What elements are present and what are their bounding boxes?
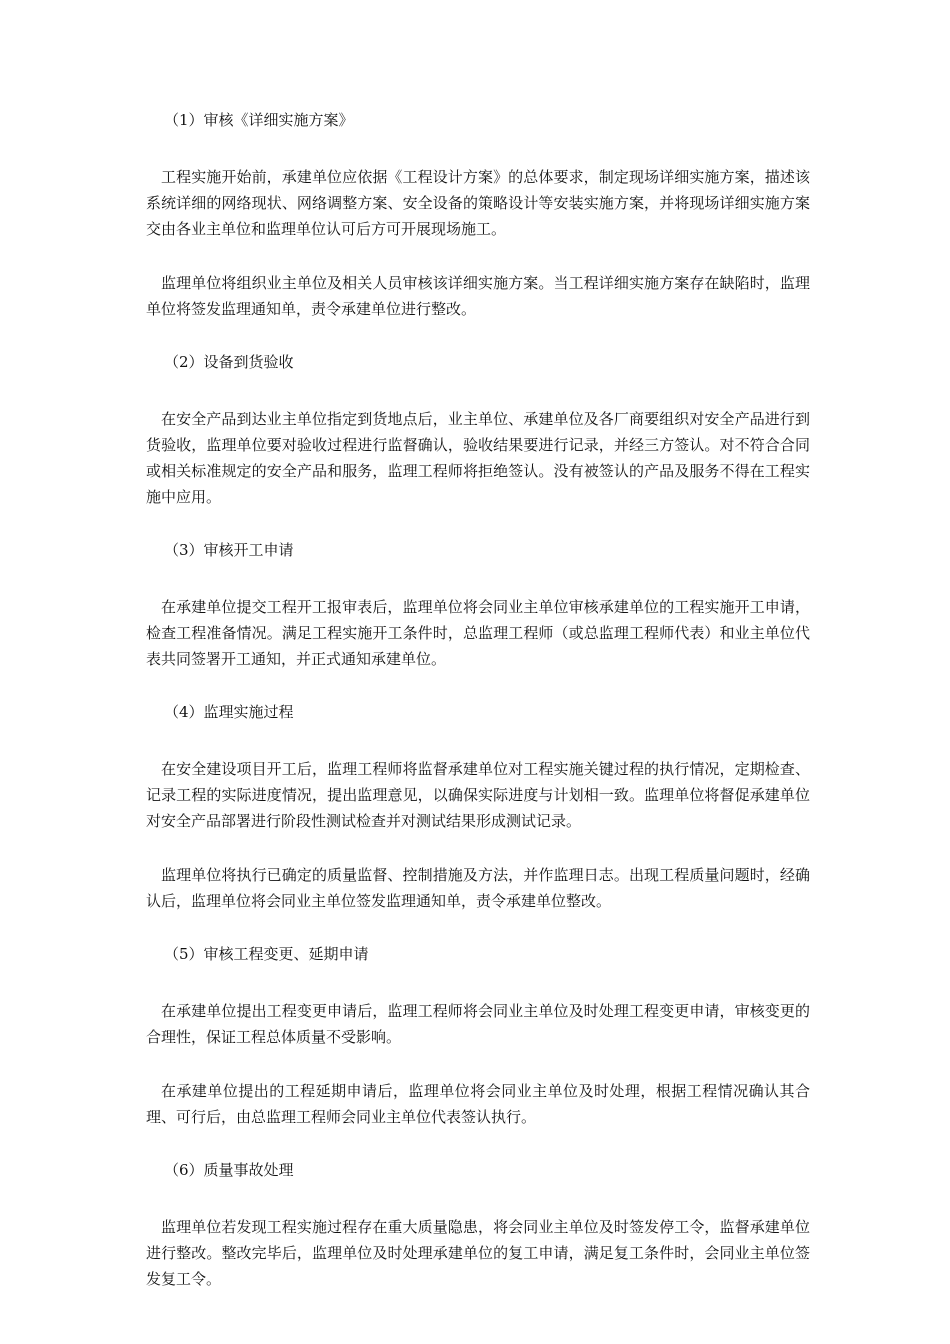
paragraph-2-1: 在安全产品到达业主单位指定到货地点后，业主单位、承建单位及各厂商要组织对安全产品进行到货验收，监理单位要对验收过程进行监督确认，验收结果要进行记录，并经三方签认。对不符合合同或相关标准规定的安全产品和服务，监理工程师将拒绝签认。没有被签认的产品及服务不得在工程实施中应用。 [146, 410, 810, 506]
paragraph-1-2: 监理单位将组织业主单位及相关人员审核该详细实施方案。当工程详细实施方案存在缺陷时，监理单位将签发监理通知单，责令承建单位进行整改。 [146, 274, 810, 318]
paragraph-6-1: 监理单位若发现工程实施过程存在重大质量隐患，将会同业主单位及时签发停工令，监督承建单位进行整改。整改完毕后，监理单位及时处理承建单位的复工申请，满足复工条件时，会同业主单位签发复工令。 [146, 1218, 810, 1288]
section-heading-3: （3）审核开工申请 [164, 541, 294, 559]
section-heading-5: （5）审核工程变更、延期申请 [164, 945, 369, 963]
section-heading-2: （2）设备到货验收 [164, 353, 294, 371]
document-body [146, 108, 810, 1292]
paragraph-1-1: 工程实施开始前，承建单位应依据《工程设计方案》的总体要求，制定现场详细实施方案，描述该系统详细的网络现状、网络调整方案、安全设备的策略设计等安装实施方案，并将现场详细实施方案交由各业主单位和监理单位认可后方可开展现场施工。 [146, 168, 810, 238]
section-heading-1: （1）审核《详细实施方案》 [164, 111, 354, 129]
paragraph-4-2: 监理单位将执行已确定的质量监督、控制措施及方法，并作监理日志。出现工程质量问题时，经确认后，监理单位将会同业主单位签发监理通知单，责令承建单位整改。 [146, 866, 810, 910]
paragraph-3-1: 在承建单位提交工程开工报审表后，监理单位将会同业主单位审核承建单位的工程实施开工申请，检查工程准备情况。满足工程实施开工条件时，总监理工程师（或总监理工程师代表）和业主单位代表共同签署开工通知，并正式通知承建单位。 [146, 598, 810, 668]
section-heading-4: （4）监理实施过程 [164, 703, 294, 721]
paragraph-5-2: 在承建单位提出的工程延期申请后，监理单位将会同业主单位及时处理，根据工程情况确认其合理、可行后，由总监理工程师会同业主单位代表签认执行。 [146, 1082, 810, 1126]
paragraph-4-1: 在安全建设项目开工后，监理工程师将监督承建单位对工程实施关键过程的执行情况，定期检查、记录工程的实际进度情况，提出监理意见，以确保实际进度与计划相一致。监理单位将督促承建单位对安全产品部署进行阶段性测试检查并对测试结果形成测试记录。 [146, 760, 810, 830]
paragraph-5-1: 在承建单位提出工程变更申请后，监理工程师将会同业主单位及时处理工程变更申请，审核变更的合理性，保证工程总体质量不受影响。 [146, 1002, 810, 1046]
section-heading-6: （6）质量事故处理 [164, 1161, 294, 1179]
